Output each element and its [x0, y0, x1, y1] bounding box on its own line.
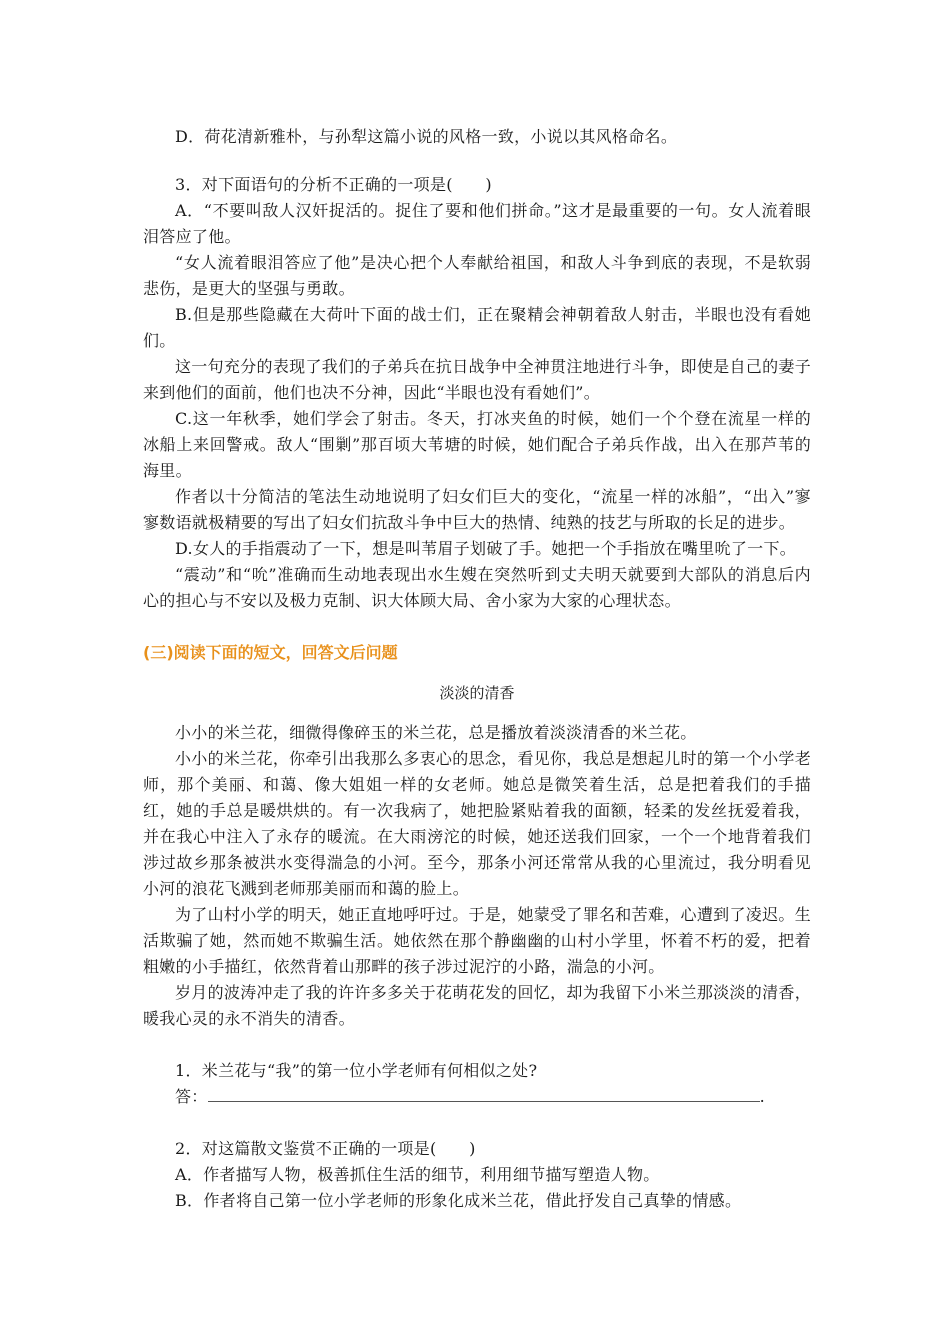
document-page — [143, 0, 811, 1214]
essay-q1-stem: 1．米兰花与“我”的第一位小学老师有何相似之处? — [175, 1061, 538, 1080]
answer-blank-line[interactable] — [208, 1084, 760, 1102]
q3-option-b: B.但是那些隐藏在大荷叶下面的战士们，正在聚精会神朝着敌人射击，半眼也没有看她们。 — [143, 305, 811, 350]
answer-label: 答： — [175, 1087, 208, 1106]
essay-paragraph: 为了山村小学的明天，她正直地呼吁过。于是，她蒙受了罪名和苦难，心遭到了凌迟。生活欺骗了她，然而她不欺骗生活。她依然在那个静幽幽的山村小学里，怀着不朽的爱，把着粗嫩的小手描红，依然背着山那畔的孩子涉过泥泞的小路，湍急的小河。 — [143, 905, 811, 976]
q3-stem: 3．对下面语句的分析不正确的一项是( ) — [175, 175, 492, 194]
section-heading: (三)阅读下面的短文，回答文后问题 — [143, 643, 398, 662]
answer-end: . — [759, 1087, 765, 1106]
q3-option-d-analysis: “震动”和“吮”准确而生动地表现出水生嫂在突然听到丈夫明天就要到大部队的消息后内心的担心与不安以及极力克制、识大体顾大局、舍小家为大家的心理状态。 — [143, 565, 811, 610]
essay-q2-stem: 2．对这篇散文鉴赏不正确的一项是( ) — [175, 1139, 476, 1158]
essay-q2-option-b: B．作者将自己第一位小学老师的形象化成米兰花，借此抒发自己真挚的情感。 — [175, 1191, 742, 1210]
q3-option-b-analysis: 这一句充分的表现了我们的子弟兵在抗日战争中全神贯注地进行斗争，即使是自己的妻子来到他们的面前，他们也决不分神，因此“半眼也没有看她们”。 — [143, 357, 811, 402]
essay-title: 淡淡的清香 — [439, 684, 515, 702]
q3-option-c-analysis: 作者以十分简洁的笔法生动地说明了妇女们巨大的变化，“流星一样的冰船”，“出入”寥寥数语就极精要的写出了妇女们抗敌斗争中巨大的热情、纯熟的技艺与所取的长足的进步。 — [143, 487, 811, 532]
q2-option-d: D．荷花清新雅朴，与孙犁这篇小说的风格一致，小说以其风格命名。 — [175, 127, 678, 146]
essay-q2-option-a: A．作者描写人物，极善抓住生活的细节，利用细节描写塑造人物。 — [175, 1165, 660, 1184]
essay-q1-answer-row — [143, 1084, 811, 1110]
essay-paragraph: 岁月的波涛冲走了我的许许多多关于花萌花发的回忆，却为我留下小米兰那淡淡的清香，暖我心灵的永不消失的清香。 — [143, 983, 811, 1028]
q3-option-a: A．“不要叫敌人汉奸捉活的。捉住了要和他们拼命。”这才是最重要的一句。女人流着眼泪答应了他。 — [143, 201, 811, 246]
q3-option-c: C.这一年秋季，她们学会了射击。冬天，打冰夹鱼的时候，她们一个个登在流星一样的冰船上来回警戒。敌人“围剿”那百顷大苇塘的时候，她们配合子弟兵作战，出入在那芦苇的海里。 — [143, 409, 811, 480]
essay-paragraph: 小小的米兰花，你牵引出我那么多衷心的思念，看见你，我总是想起儿时的第一个小学老师，那个美丽、和蔼、像大姐姐一样的女老师。她总是微笑着生活，总是把着我们的手描红，她的手总是暖烘烘的。有一次我病了，她把脸紧贴着我的面额，轻柔的发丝抚爱着我，并在我心中注入了永存的暖流。在大雨滂沱的时候，她还送我们回家，一个一个地背着我们涉过故乡那条被洪水变得湍急的小河。至今，那条小河还常常从我的心里流过，我分明看见小河的浪花飞溅到老师那美丽而和蔼的脸上。 — [143, 749, 811, 898]
essay-paragraph: 小小的米兰花，细微得像碎玉的米兰花，总是播放着淡淡清香的米兰花。 — [175, 723, 697, 742]
q3-option-d: D.女人的手指震动了一下，想是叫苇眉子划破了手。她把一个手指放在嘴里吮了一下。 — [175, 539, 797, 558]
q3-option-a-analysis: “女人流着眼泪答应了他”是决心把个人奉献给祖国，和敌人斗争到底的表现，不是软弱悲伤，是更大的坚强与勇敢。 — [143, 253, 811, 298]
